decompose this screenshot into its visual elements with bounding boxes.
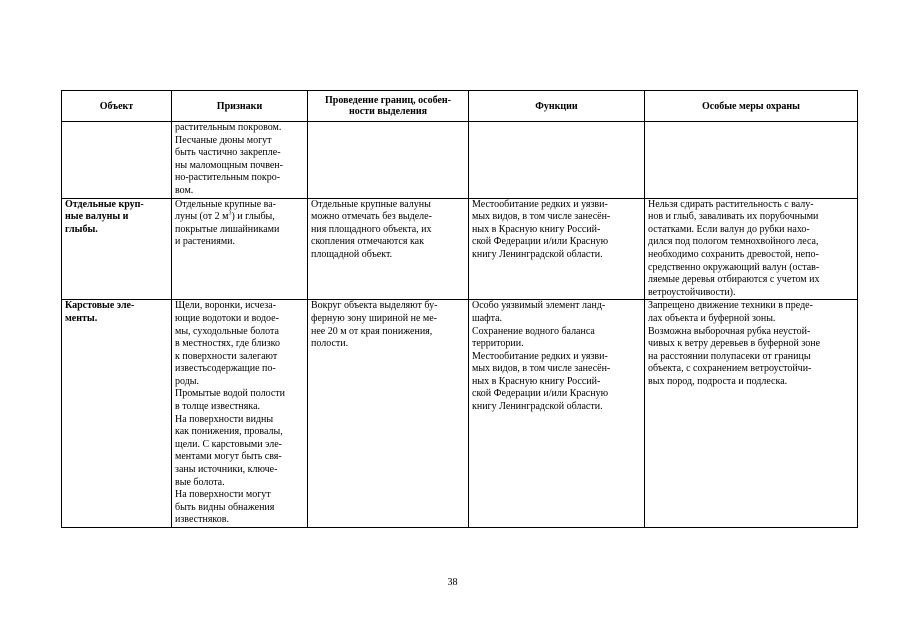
- cell-line: известьсодержащие по-: [175, 363, 276, 375]
- table-row: [62, 122, 858, 199]
- cell-line: [175, 211, 304, 224]
- cell-line: дился под пологом темнохвойного леса,: [648, 236, 819, 248]
- cell-line: ляемые деревья отбираются с учетом их: [648, 274, 820, 286]
- cell-line: глыбы.: [65, 223, 98, 235]
- cell-line: территории.: [472, 338, 524, 350]
- header-object: Объект: [62, 91, 172, 122]
- cell-line: роды.: [175, 375, 200, 387]
- cell-measures: [645, 300, 858, 528]
- cell-line: ния площадного объекта, их: [311, 223, 432, 235]
- cell-line: Отдельные крупные валуны: [311, 198, 431, 210]
- superscript: 3: [228, 210, 232, 217]
- cell-line: менты.: [65, 312, 98, 324]
- cell-line: как понижения, провалы,: [175, 426, 283, 438]
- cell-line: Местообитание редких и уязви-: [472, 350, 608, 362]
- cell-line: книгу Ленинградской области.: [472, 401, 603, 413]
- table-row: [62, 198, 858, 300]
- cell-line-part: луны (от 2 м: [175, 211, 229, 223]
- cell-line: растительным покровом.: [175, 122, 282, 133]
- cell-line: чивых к ветру деревьев в буферной зоне: [648, 338, 821, 350]
- cell-line: ющие водотоки и водое-: [175, 312, 279, 324]
- cell-line: в местностях, где близко: [175, 338, 281, 350]
- cell-line: лах объекта и буферной зоны.: [648, 312, 776, 324]
- cell-line: ные валуны и: [65, 211, 129, 223]
- cell-line: полости.: [311, 338, 349, 350]
- cell-line-part: ) и глыбы,: [231, 211, 275, 223]
- cell-line: ской Федерации и/или Красную: [472, 388, 609, 400]
- cell-line: ветроустойчивости).: [648, 286, 736, 298]
- header-signs: Признаки: [172, 91, 308, 122]
- cell-line: быть видны обнажения: [175, 501, 275, 513]
- table-header-row: [62, 91, 858, 122]
- cell-line: нее 20 м от края понижения,: [311, 325, 433, 337]
- cell-line: ментами могут быть свя-: [175, 451, 282, 463]
- cell-line: Карстовые эле-: [65, 300, 135, 312]
- cell-line: шафта.: [472, 312, 503, 324]
- header-borders-line: ности выделения: [348, 106, 428, 117]
- cell-measures: [645, 198, 858, 300]
- cell-line: Нельзя сдирать растительность с валу-: [648, 198, 814, 210]
- cell-line: скопления отмечаются как: [311, 236, 424, 248]
- cell-line: необходимо сохранить древостой, непо-: [648, 248, 819, 260]
- cell-line: ферную зону шириной не ме-: [311, 312, 437, 324]
- cell-functions: [469, 122, 645, 199]
- cell-signs: [172, 198, 308, 300]
- data-table: [61, 90, 858, 528]
- cell-line: быть частично закрепле-: [175, 147, 281, 159]
- header-borders: [308, 91, 469, 122]
- cell-line: Отдельные круп-: [65, 198, 144, 210]
- cell-line: на расстоянии полупасеки от границы: [648, 350, 811, 362]
- cell-line: Возможна выборочная рубка неустой-: [648, 325, 811, 337]
- cell-line: и растениями.: [175, 236, 236, 248]
- cell-functions: [469, 198, 645, 300]
- cell-line: вом.: [175, 184, 194, 196]
- table-row: [62, 300, 858, 528]
- header-measures: Особые меры охраны: [645, 91, 858, 122]
- cell-line: ных в Красную книгу Россий-: [472, 223, 601, 235]
- cell-line: к поверхности залегают: [175, 350, 278, 362]
- cell-object: [62, 300, 172, 528]
- cell-line: средственно окружающий валун (остав-: [648, 261, 820, 273]
- cell-line: в толще известняка.: [175, 401, 261, 413]
- cell-line: остатками. Если валун до рубки нахо-: [648, 223, 810, 235]
- cell-line: площадной объект.: [311, 248, 393, 260]
- cell-line: Особо уязвимый элемент ланд-: [472, 300, 606, 312]
- cell-line: вые болота.: [175, 476, 225, 488]
- cell-line: объекта, с сохранением ветроустойчи-: [648, 363, 812, 375]
- cell-line: ны маломощным почвен-: [175, 159, 283, 171]
- cell-line: вых пород, подроста и подлеска.: [648, 375, 788, 387]
- cell-line: Отдельные крупные ва-: [175, 198, 276, 210]
- cell-signs: [172, 300, 308, 528]
- cell-borders: [308, 122, 469, 199]
- header-borders-line: Проведение границ, особен-: [325, 95, 451, 106]
- cell-line: книгу Ленинградской области.: [472, 248, 603, 260]
- cell-line: Промытые водой полости: [175, 388, 286, 400]
- cell-line: но-растительным покро-: [175, 172, 281, 184]
- cell-functions: [469, 300, 645, 528]
- cell-line: покрытые лишайниками: [175, 223, 280, 235]
- cell-line: нов и глыб, заваливать их порубочными: [648, 211, 819, 223]
- cell-object: [62, 198, 172, 300]
- cell-line: мых видов, в том числе занесён-: [472, 363, 611, 375]
- cell-line: Песчаные дюны могут: [175, 134, 272, 146]
- cell-line: известняков.: [175, 514, 229, 526]
- cell-signs: [172, 122, 308, 199]
- cell-borders: [308, 300, 469, 528]
- cell-line: Местообитание редких и уязви-: [472, 198, 608, 210]
- cell-line: щели. С карстовыми эле-: [175, 438, 282, 450]
- cell-line: мы, суходольные болота: [175, 325, 279, 337]
- cell-object: [62, 122, 172, 199]
- cell-line: ской Федерации и/или Красную: [472, 236, 609, 248]
- cell-line: Сохранение водного баланса: [472, 325, 595, 337]
- header-functions: Функции: [469, 91, 645, 122]
- cell-line: заны источники, ключе-: [175, 464, 278, 476]
- cell-line: На поверхности могут: [175, 489, 271, 501]
- cell-measures: [645, 122, 858, 199]
- cell-line: На поверхности видны: [175, 413, 274, 425]
- cell-line: ных в Красную книгу Россий-: [472, 375, 601, 387]
- cell-line: мых видов, в том числе занесён-: [472, 211, 611, 223]
- cell-line: Вокруг объекта выделяют бу-: [311, 300, 438, 312]
- cell-borders: [308, 198, 469, 300]
- cell-line: Щели, воронки, исчеза-: [175, 300, 276, 312]
- cell-line: Запрещено движение техники в преде-: [648, 300, 813, 312]
- cell-line: можно отмечать без выделе-: [311, 211, 432, 223]
- page-number: 38: [447, 577, 458, 588]
